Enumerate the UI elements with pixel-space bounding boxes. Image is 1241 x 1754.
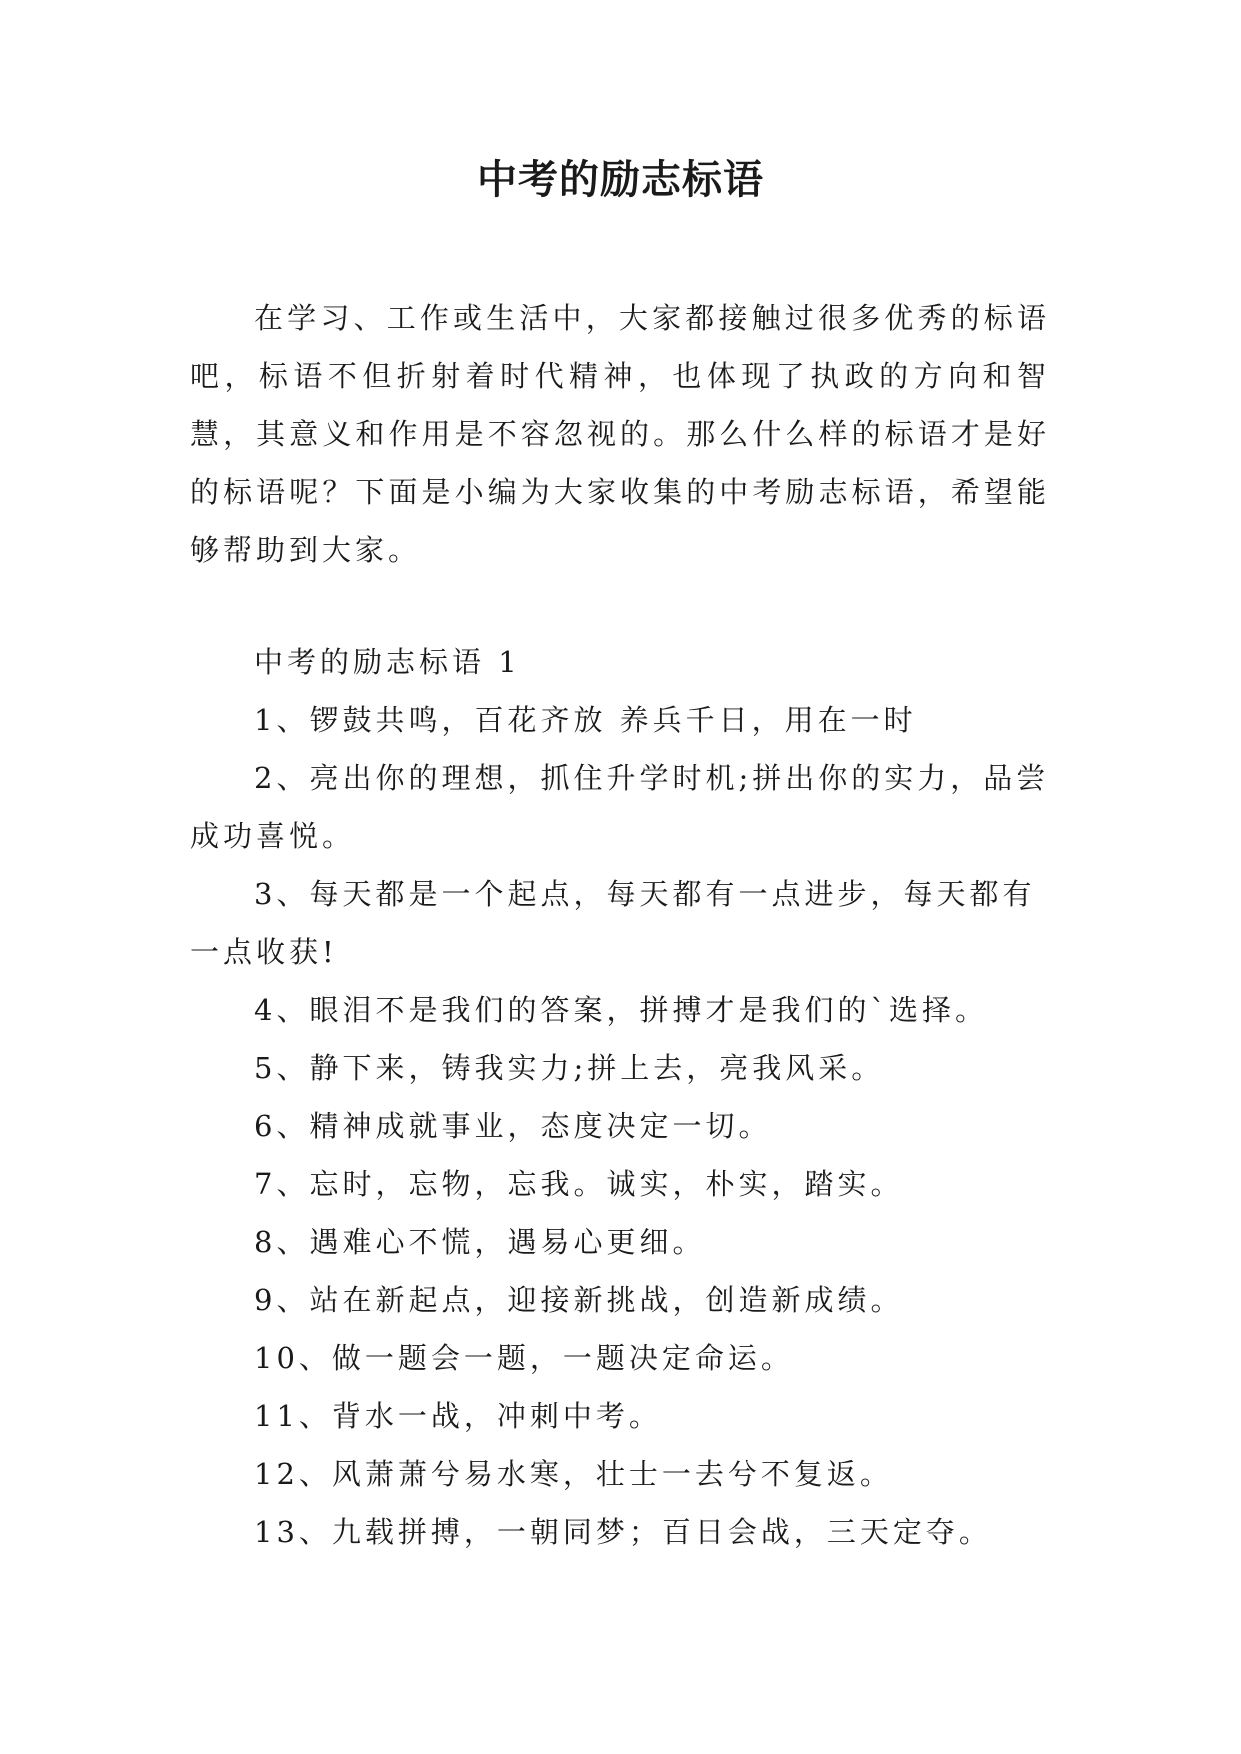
- list-item: 9、站在新起点，迎接新挑战，创造新成绩。: [254, 1283, 904, 1317]
- list-item: 10、做一题会一题，一题决定命运。: [254, 1341, 794, 1375]
- list-item: 8、遇难心不慌，遇易心更细。: [254, 1225, 706, 1259]
- intro-paragraph: 在学习、工作或生活中，大家都接触过很多优秀的标语吧，标语不但折射着时代精神，也体现了执政的方向和智慧，其意义和作用是不容忽视的。那么什么样的标语才是好的标语呢？下面是小编为大家收集的中考励志标语，希望能够帮助到大家。: [190, 301, 1050, 567]
- section-heading: 中考的励志标语 1: [254, 645, 521, 679]
- list-item: 7、忘时，忘物，忘我。诚实，朴实，踏实。: [254, 1167, 904, 1201]
- list-item: 5、静下来，铸我实力;拼上去，亮我风采。: [254, 1051, 885, 1085]
- list-item: 6、精神成就事业，态度决定一切。: [254, 1109, 772, 1143]
- document-title: 中考的励志标语: [477, 157, 764, 203]
- list-item: 13、九载拼搏，一朝同梦；百日会战，三天定夺。: [254, 1515, 992, 1549]
- list-item: 11、背水一战，冲刺中考。: [254, 1399, 662, 1433]
- list-item: 2、亮出你的理想，抓住升学时机;拼出你的实力，品尝成功喜悦。: [190, 761, 1050, 853]
- list-item: 3、每天都是一个起点，每天都有一点进步，每天都有一点收获!: [190, 877, 1036, 969]
- list-item: 4、眼泪不是我们的答案，拼搏才是我们的`选择。: [254, 993, 988, 1027]
- slogan-list: [190, 633, 1050, 1561]
- list-item: 12、风萧萧兮易水寒，壮士一去兮不复返。: [254, 1457, 893, 1491]
- list-item: 1、锣鼓共鸣，百花齐放 养兵千日，用在一时: [254, 703, 917, 737]
